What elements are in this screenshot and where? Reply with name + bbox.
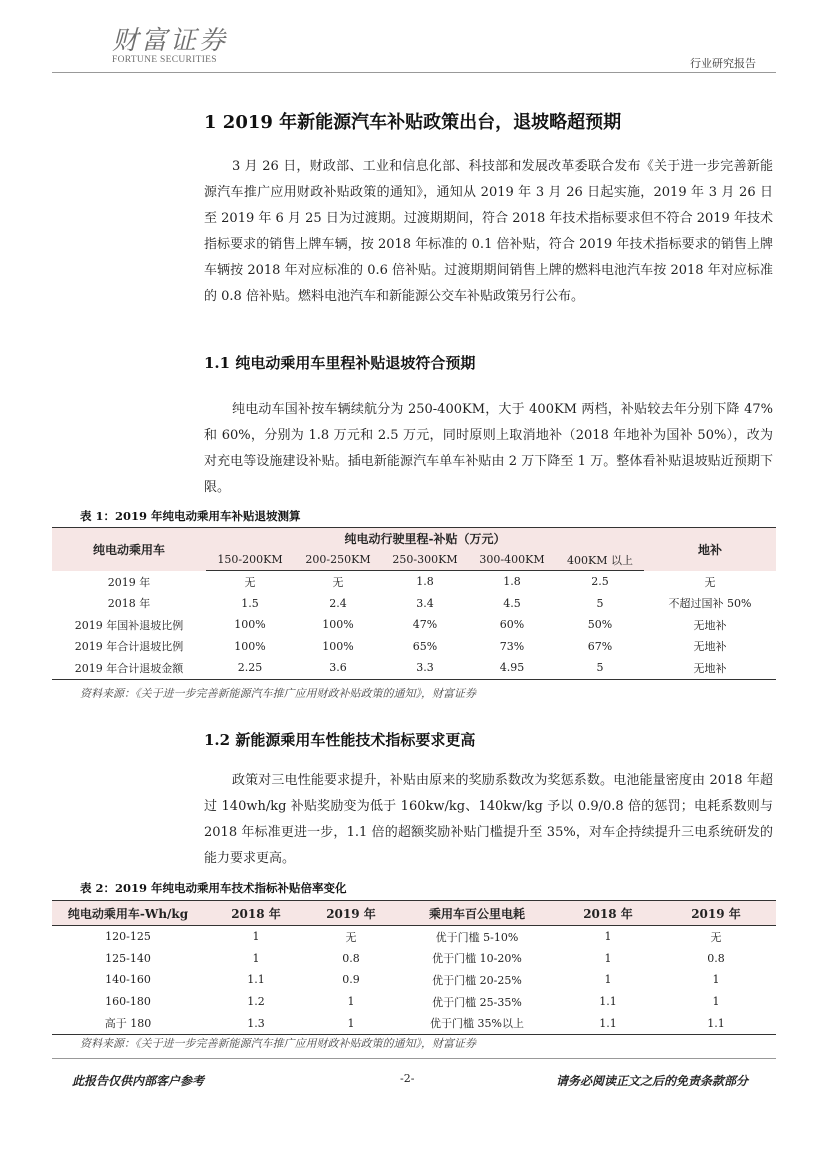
- table-cell: 160-180: [105, 995, 151, 1009]
- table-cell: 1.3: [247, 1016, 265, 1030]
- table-cell: 优于门槛 35%以上: [430, 1017, 524, 1031]
- footer-disclaimer-right: 请务必阅读正文之后的免责条款部分: [556, 1074, 749, 1088]
- section-1-1-title: 1.1 纯电动乘用车里程补贴退坡符合预期: [204, 354, 476, 372]
- table-cell: 1: [604, 930, 612, 944]
- table-cell: 2018 年: [107, 597, 151, 611]
- page-number: -2-: [400, 1072, 415, 1085]
- table-row: [52, 636, 776, 658]
- company-logo-english: FORTUNE SECURITIES: [112, 55, 217, 65]
- table-1-source: 资料来源：《关于进一步完善新能源汽车推广应用财政补贴政策的通知》，财富证券: [80, 687, 476, 700]
- table-row: [52, 657, 776, 679]
- table-1-header-local-subsidy: 地补: [644, 528, 776, 571]
- table-cell: 1.1: [247, 973, 265, 987]
- table-cell: 1.1: [599, 1016, 617, 1030]
- footer-divider: [52, 1058, 776, 1059]
- table-cell: 47%: [412, 618, 438, 632]
- table-1-subheader: 250-300KM: [382, 549, 468, 571]
- table-cell: 73%: [499, 639, 525, 653]
- table-cell: 0.8: [342, 951, 360, 965]
- table-cell: 100%: [322, 639, 354, 653]
- table-cell: 1.8: [503, 575, 521, 589]
- table-cell: 无地补: [693, 640, 727, 654]
- table-cell: 2019 年合计退坡比例: [74, 640, 184, 654]
- table-cell: 优于门槛 20-25%: [432, 973, 522, 987]
- report-type: 行业研究报告: [690, 57, 756, 70]
- table-2-header: 2018 年: [204, 901, 308, 926]
- table-1-subheader: 200-250KM: [294, 549, 382, 571]
- footer-disclaimer-left: 此报告仅供内部客户参考: [72, 1074, 205, 1088]
- table-cell: 无地补: [693, 661, 727, 675]
- section-1-2-title: 1.2 新能源乘用车性能技术指标要求更高: [204, 731, 476, 749]
- table-cell: 5: [596, 661, 604, 675]
- table-cell: 高于 180: [104, 1017, 152, 1031]
- table-cell: 1: [347, 995, 355, 1009]
- table-cell: 0.8: [707, 951, 725, 965]
- table-cell: 2019 年国补退坡比例: [74, 618, 184, 632]
- table-2-caption: 表 2：2019 年纯电动乘用车技术指标补贴倍率变化: [80, 881, 347, 895]
- table-cell: 100%: [234, 639, 266, 653]
- table-1-subheader: 150-200KM: [206, 549, 294, 571]
- table-cell: 无地补: [693, 618, 727, 632]
- table-2-header: 2019 年: [656, 901, 776, 926]
- table-1-subheader: 400KM 以上: [556, 549, 644, 571]
- table-cell: 1: [712, 973, 720, 987]
- table-cell: 1: [252, 930, 260, 944]
- table-cell: 1: [252, 951, 260, 965]
- company-logo: 财富证券: [112, 26, 229, 56]
- table-cell: 1: [604, 951, 612, 965]
- table-cell: 优于门槛 25-35%: [432, 995, 522, 1009]
- section-1-1-paragraph: 纯电动车国补按车辆续航分为 250-400KM，大于 400KM 两档，补贴较去年分别下降 47%和 60%，分别为 1.8 万元和 2.5 万元，同时原则上取消地补（2018 年地补为国补 50%），改为对充电等设施建设补贴。插电新能源汽车单车补贴由 2 万下降至 1 万。整体看补贴退坡贴近预期下限。: [204, 402, 773, 495]
- table-cell: 2.5: [591, 575, 609, 589]
- table-cell: 140-160: [105, 973, 151, 987]
- table-cell: 67%: [587, 639, 613, 653]
- table-row: [52, 948, 776, 970]
- table-cell: 2019 年合计退坡金额: [74, 661, 184, 675]
- table-cell: 无: [244, 575, 256, 589]
- table-row: [52, 614, 776, 636]
- table-row: [52, 593, 776, 615]
- table-cell: 无: [704, 575, 716, 589]
- table-cell: 65%: [412, 639, 438, 653]
- table-cell: 无: [710, 930, 722, 944]
- table-cell: 0.9: [342, 973, 360, 987]
- table-cell: 2.25: [237, 661, 263, 675]
- table-cell: 5: [596, 596, 604, 610]
- table-row: [52, 969, 776, 991]
- table-cell: 优于门槛 5-10%: [435, 930, 519, 944]
- table-cell: 1: [604, 973, 612, 987]
- table-cell: 1.2: [247, 995, 265, 1009]
- table-row: [52, 571, 776, 593]
- section-1-paragraph: 3 月 26 日，财政部、工业和信息化部、科技部和发展改革委联合发布《关于进一步完善新能源汽车推广应用财政补贴政策的通知》，通知从 2019 年 3 月 26 日起实施，2019 年 3 月 26 日至 2019 年 6 月 25 日为过渡期。过渡期期间，符合 2018 年技术指标要求但不符合 2019 年技术指标要求的销售上牌车辆，按 2018 年标准的 0.1 倍补贴，符合 2019 年技术指标要求的销售上牌车辆按 2018 年对应标准的 0.6 倍补贴。过渡期期间销售上牌的燃料电池汽车按 2018 年对应标准的 0.8 倍补贴。燃料电池汽车和新能源公交车补贴政策另行公布。: [204, 159, 773, 304]
- table-cell: 不超过国补 50%: [668, 597, 752, 611]
- table-cell: 3.4: [416, 596, 434, 610]
- table-cell: 4.5: [503, 596, 521, 610]
- table-1-subheader: 300-400KM: [468, 549, 556, 571]
- table-1-header-range-subsidy: 纯电动行驶里程-补贴（万元）: [206, 528, 644, 550]
- table-cell: 1.8: [416, 575, 434, 589]
- table-cell: 100%: [322, 618, 354, 632]
- table-cell: 1: [347, 1016, 355, 1030]
- table-1-caption: 表 1：2019 年纯电动乘用车补贴退坡测算: [80, 509, 301, 523]
- table-cell: 3.3: [416, 661, 434, 675]
- table-cell: 优于门槛 10-20%: [432, 952, 522, 966]
- table-cell: 1.5: [241, 596, 259, 610]
- table-2-header: 2019 年: [308, 901, 394, 926]
- table-cell: 4.95: [499, 661, 525, 675]
- table-row: [52, 1012, 776, 1034]
- table-2-header: 乘用车百公里电耗: [394, 901, 560, 926]
- table-2-source: 资料来源：《关于进一步完善新能源汽车推广应用财政补贴政策的通知》，财富证券: [80, 1037, 476, 1050]
- table-cell: 125-140: [105, 951, 151, 965]
- table-1-header-vehicle: 纯电动乘用车: [52, 528, 206, 571]
- table-cell: 2.4: [329, 596, 347, 610]
- table-row: [52, 991, 776, 1013]
- table-cell: 1: [712, 995, 720, 1009]
- table-cell: 1.1: [707, 1016, 725, 1030]
- table-1: [52, 527, 776, 680]
- table-cell: 2019 年: [107, 575, 151, 589]
- table-cell: 60%: [499, 618, 525, 632]
- section-1-title: 1 2019 年新能源汽车补贴政策出台，退坡略超预期: [204, 112, 622, 133]
- table-2-header: 纯电动乘用车-Wh/kg: [52, 901, 204, 926]
- table-cell: 1.1: [599, 995, 617, 1009]
- table-2-header: 2018 年: [560, 901, 656, 926]
- table-cell: 无: [345, 930, 357, 944]
- table-cell: 50%: [587, 618, 613, 632]
- table-cell: 无: [332, 575, 344, 589]
- table-cell: 120-125: [105, 930, 151, 944]
- table-row: [52, 926, 776, 948]
- table-2: [52, 900, 776, 1035]
- table-cell: 100%: [234, 618, 266, 632]
- table-cell: 3.6: [329, 661, 347, 675]
- section-1-2-paragraph: 政策对三电性能要求提升，补贴由原来的奖励系数改为奖惩系数。电池能量密度由 2018 年超过 140wh/kg 补贴奖励变为低于 160kw/kg、140kw/kg 予以 0.9/0.8 倍的惩罚；电耗系数则与 2018 年标准更进一步，1.1 倍的超额奖励补贴门槛提升至 35%，对车企持续提升三电系统研发的能力要求更高。: [204, 773, 773, 866]
- header-divider: [52, 72, 776, 73]
